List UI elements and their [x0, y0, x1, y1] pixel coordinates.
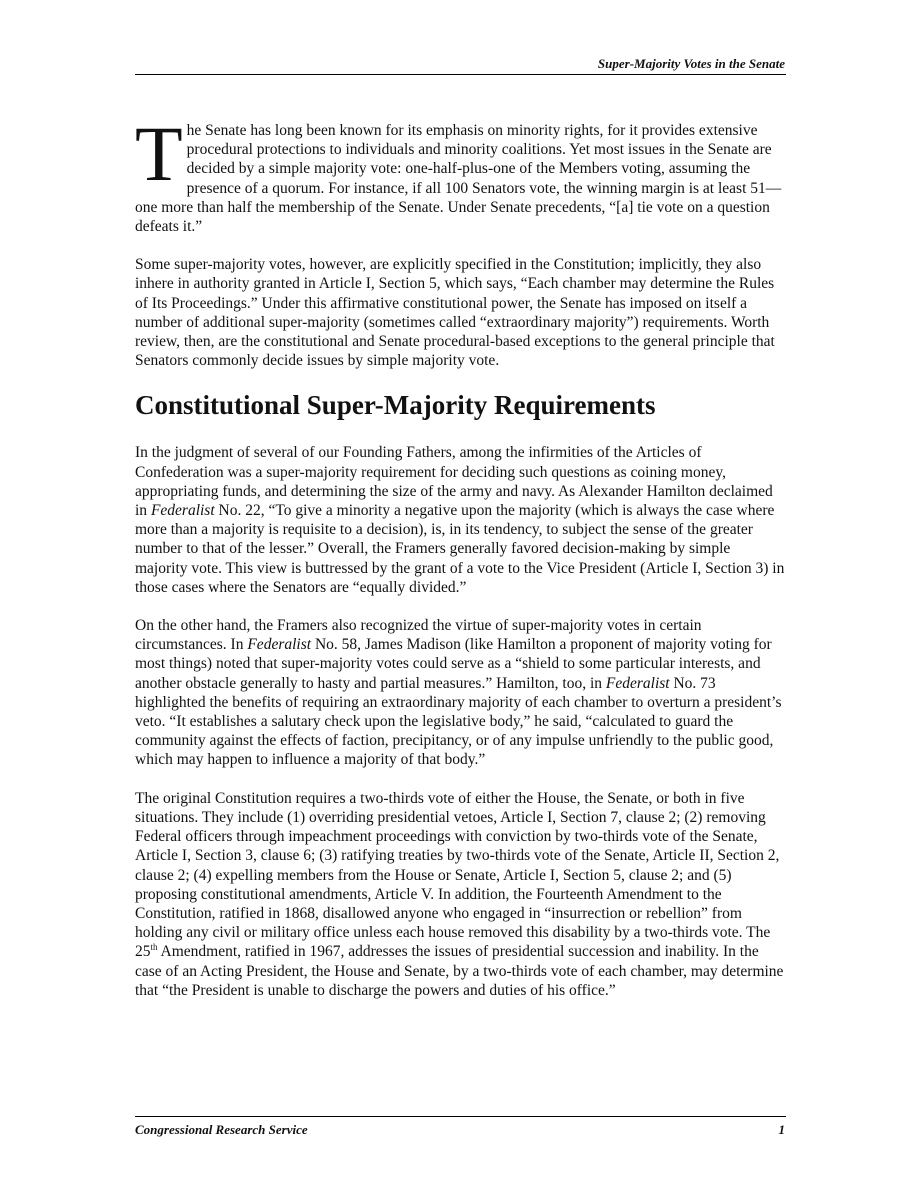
p2-text-a: On the other hand, the Framers also recognized the virtue of super-majority votes in certain circumstances. In	[135, 617, 702, 654]
footer-source: Congressional Research Service	[135, 1122, 308, 1137]
p3-text-b: Amendment, ratified in 1967, addresses the issues of presidential succession and inability. In the case of an Acting President, the House and Senate, by a two-thirds vote of each chamber, may determine that “the President is unable to discharge the powers and duties of his office.”	[135, 943, 784, 999]
p2-text-b: No. 58, James Madison (like Hamilton a proponent of majority voting for most things) noted that super-majority votes could serve as a “shield to some particular interests, and another obstacle generally to hasty and partial measures.” Hamilton, too, in	[135, 636, 772, 692]
p3-text-a: The original Constitution requires a two-thirds vote of either the House, the Senate, or both in five situations. They include (1) overriding presidential vetoes, Article I, Section 7, clause 2; (2) removing Federal officers through impeachment proceedings with conviction by two-thirds vote of the Senate, Article I, Section 3, clause 6; (3) ratifying treaties by two-thirds vote of the Senate, Article II, Section 2, clause 2; (4) expelling members from the House or Senate, Article I, Section 5, clause 2; and (5) proposing constitutional amendments, Article V. In addition, the Fourteenth Amendment to the Constitution, ratified in 1868, disallowed anyone who engaged in “insurrection or rebellion” from holding any civil or military office unless each house removed this disability by a two-thirds vote. The 25	[135, 789, 780, 961]
p2-text-c: No. 73 highlighted the benefits of requiring an extraordinary majority of each chamber to overturn a president’s veto. “It establishes a salutary check upon the legislative body,” he said, “calculated to guard the community against the effects of faction, precipitancy, or of any impulse unfriendly to the public good, which may happen to influence a majority of that body.”	[135, 674, 782, 769]
intro-paragraph-1-text: he Senate has long been known for its emphasis on minority rights, for it provides extensive procedural protections to individuals and minority coalitions. Yet most issues in the Senate are decided by a simple majority vote: one-half-plus-one of the Members voting, assuming the presence of a quorum. For instance, if all 100 Senators vote, the winning margin is at least 51—one more than half the membership of the Senate. Under Senate precedents, “[a] tie vote on a question defeats it.”	[135, 122, 782, 236]
section-paragraph-3	[135, 789, 786, 1000]
p2-federalist-title-2: Federalist	[605, 674, 670, 692]
running-header: Super-Majority Votes in the Senate	[597, 56, 785, 71]
section-heading: Constitutional Super-Majority Requirements	[135, 390, 656, 421]
body-text	[135, 110, 786, 1019]
p3-superscript: th	[150, 942, 158, 953]
header-rule	[135, 74, 786, 75]
section-paragraph-2	[135, 616, 786, 770]
p1-text-b: No. 22, “To give a minority a negative upon the majority (which is always the case where more than a majority is requisite to a decision), is, in its tendency, to subject the sense of the greater number to that of the lesser.” Overall, the Framers generally favored decision-making by simple majority vote. This view is buttressed by the grant of a vote to the Vice President (Article I, Section 3) in those cases where the Senators are “equally divided.”	[135, 502, 785, 596]
p1-text-a: In the judgment of several of our Founding Fathers, among the infirmities of the Articles of Confederation was a super-majority requirement for deciding such questions as coining money, appropriating funds, and determining the size of the army and navy. As Alexander Hamilton declaimed in	[135, 444, 773, 520]
intro-paragraph-2: Some super-majority votes, however, are explicitly specified in the Constitution; implicitly, they also inhere in authority granted in Article I, Section 5, which says, “Each chamber may determine the Rules of Its Proceedings.” Under this affirmative constitutional power, the Senate has imposed on itself a number of additional super-majority (sometimes called “extraordinary majority”) requirements. Worth review, then, are the constitutional and Senate procedural-based exceptions to the general principle that Senators commonly decide issues by simple majority vote.	[135, 256, 775, 370]
footer-rule	[135, 1116, 786, 1117]
intro-paragraph-1	[135, 110, 786, 236]
p1-federalist-title: Federalist	[150, 502, 215, 520]
drop-cap: T	[135, 110, 183, 197]
p2-federalist-title-1: Federalist	[247, 636, 312, 654]
page-number: 1	[778, 1122, 785, 1137]
section-paragraph-1	[135, 443, 786, 597]
